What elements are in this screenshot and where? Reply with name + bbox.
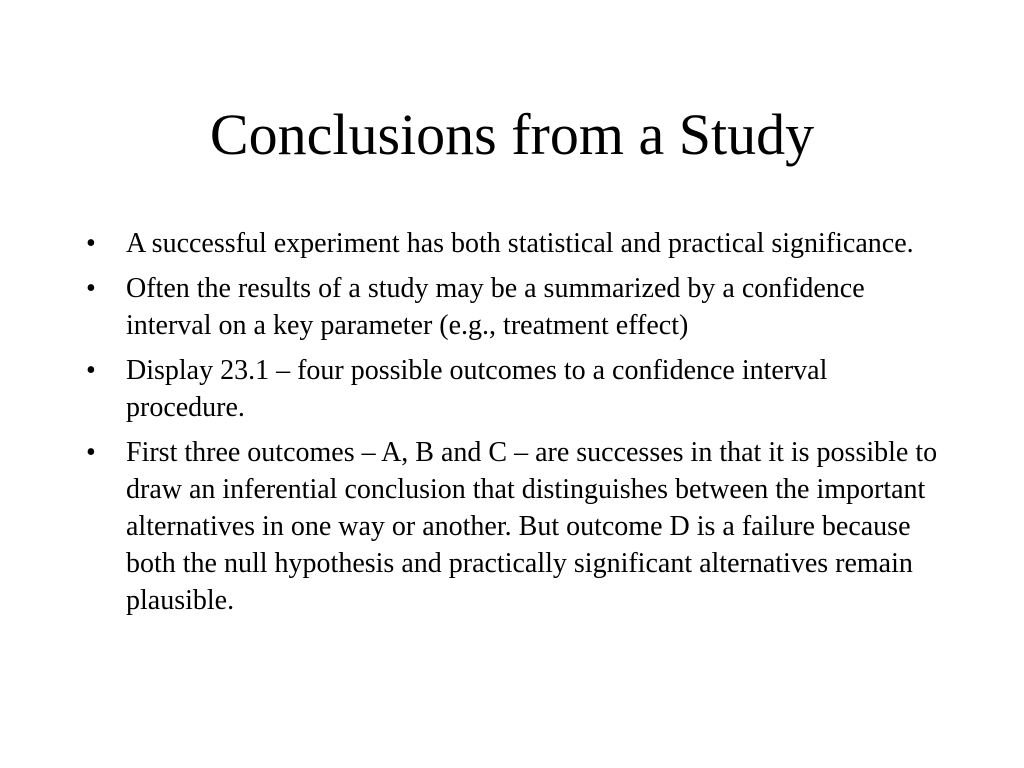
bullet-icon: • <box>86 228 96 259</box>
bullet-text: First three outcomes – A, B and C – are successes in that it is possible to draw an inferential conclusion that distinguishes between the important alternatives in one way or another. But outcome D is a failure because both the null hypothesis and practically significant alternatives remain plausible. <box>126 437 938 616</box>
bullet-text: Display 23.1 – four possible outcomes to a confidence interval procedure. <box>126 355 828 423</box>
bullet-item <box>86 225 946 262</box>
bullet-item <box>86 270 946 344</box>
slide-title: Conclusions from a Study <box>209 102 815 167</box>
bullet-text: A successful experiment has both statistical and practical significance. <box>126 228 914 259</box>
bullet-icon: • <box>86 437 96 468</box>
bullet-icon: • <box>86 355 96 386</box>
bullet-text: Often the results of a study may be a summarized by a confidence interval on a key parameter (e.g., treatment effect) <box>126 273 865 341</box>
bullet-icon: • <box>86 273 96 304</box>
bullet-list <box>86 225 946 627</box>
bullet-item <box>86 352 946 426</box>
bullet-item <box>86 434 946 619</box>
